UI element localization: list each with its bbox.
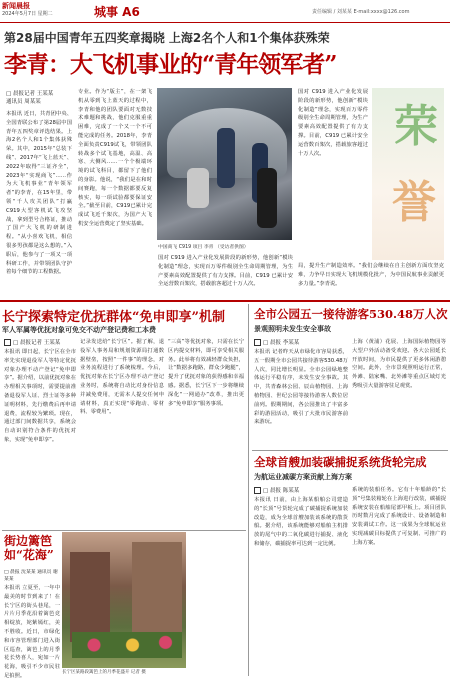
lead-photo: [157, 88, 292, 240]
story-ship-column-1: 本报讯 日前，由上海某船舶公司建造的“长顶”号货轮完成了碳捕捉系统加装改造，成为全球首艘加装该系统的散货船。据介绍，该系统能够对船舶主机排放的尾气中的二氧化碳进行捕捉、液化和储存，碳捕捉率可达到一定比例。: [254, 497, 348, 547]
byline-text: □ 晨报记者 王某某: [13, 340, 61, 346]
masthead: [0, 0, 450, 23]
story-ship-subtitle: 为航运业减碳方案贡献上海方案: [254, 473, 352, 481]
story-ship-column-2: 系统的装船任务。它有十年船龄的“长顶”号集装箱轮在上海进行改装，碳捕捉系统安装在船舶尾部甲板上。项目团队历时数月完成了系统设计、设备制造和安装调试工作。这一成果为全球航运业实现减碳目标提供了可复制、可推广的上海方案。: [352, 487, 446, 546]
lead-column-3b: 国对 C919 进入产业化发展阶段的新形势，他创新“模块化制造”理念，实现百万零件级别全生命周期管理，为生产要素高效配置提供了有力支撑。目前，C919 已累计安全运营数百架次，搭载旅客超过十万人次。: [158, 255, 293, 288]
story-parks-subtitle: 景观照明未发生安全事故: [254, 325, 331, 333]
lead-column-2: 专业。作为“版主”，在一架飞机从零到飞上蓝天的过程中，李青和他的团队要面对无数技术难题和挑战，他们克服重重困难，完成了一个又一个不可能完成的任务。2018年，李青全面负责C919试飞，带领团队转战多个试飞基地，高温、高寒、大侧风……一个个极端环境的试飞科目，都留下了他们的身影。他说，“我们是在和时间赛跑，每一个数据都要反复核实，每一项试验都要保证安全。”截至目前，C919已累计完成试飞近千架次，为国产大飞机安全运营奠定了坚实基础。: [78, 89, 152, 227]
lead-photo-caption: 中国商飞 C919 项目 李青 （受访者供图）: [158, 245, 249, 250]
story-parks-title: 全市公园五一接待游客530.48万人次: [254, 307, 448, 321]
story-changning-subtitle: 军人军属等优抚对象可免交不动产登记费和工本费: [2, 326, 156, 334]
byline-text: □ 晨报 李某某: [263, 340, 300, 346]
byline-box-icon: [254, 339, 261, 346]
story-changning-byline: [4, 338, 60, 346]
figure-shape: [257, 168, 277, 228]
story-ship-byline: [254, 486, 299, 494]
building-shape: [132, 542, 182, 637]
byline-text: □ 晨报 陈某某: [263, 488, 300, 494]
column-divider: [248, 304, 249, 676]
lead-kicker: 第28届中国青年五四奖章揭晓 上海2名个人和1个集体获殊荣: [4, 31, 330, 45]
lead-column-4: 局，提升生产制造效率。“我们会继续在自主创新方面攻坚克难，力争早日实现大飞机规模化批产，为中国民航事业贡献更多力量。”李青说。: [298, 263, 444, 287]
story-changning-column-3: “三高”等优抚对象，只需在长宁区内提交材料，即可享受相关服务。此举将有效减轻群众负担，让“数据多跑路，群众少跑腿”，提升了优抚对象的获得感和幸福感。据悉，长宁区下一步将继续深化“一网通办”改革，推出更多“免申即享”服务事项。: [168, 339, 244, 407]
honor-decoration: [372, 88, 444, 260]
section-label: 城事 A6: [94, 5, 140, 19]
feature-column-1: 本报讯 立夏至，一年中最美的时节到来了！在长宁区的街头巷尾，一片片月季花沿着篱笆竞相绽放，姹紫嫣红，美不胜收。近日，市绿化和市容管理部门进入街区巡查，篱笆上的月季花长势喜人，宛如一片花海，吸引不少市民驻足拍照。: [4, 585, 60, 679]
honor-char-2: 誉: [392, 177, 436, 228]
honor-char-1: 荣: [394, 101, 438, 152]
story-parks-column-2: 上海（黄浦）花展、上海国际植物园等大型户外活动备受欢迎。各大公园延长开放时间，为市民提供了更多休闲游憩空间。此外，全市景观照明运行正常，外滩、陆家嘴、北外滩等重点区域灯光秀吸引大量游客驻足观赏。: [352, 339, 446, 389]
story-parks-byline: [254, 338, 299, 346]
feature-byline: □ 晨报 沈某某 通讯员 谢某某: [4, 570, 58, 582]
feature-photo: [62, 532, 186, 668]
byline-box-icon: [4, 339, 11, 346]
feature-photo-caption: 长宁区某路段篱笆上的月季花盛开 记者 摄: [62, 670, 146, 675]
byline-box-icon: [254, 487, 261, 494]
lead-column-3: 国对 C919 进入产业化发展阶段的新形势，他创新“模块化制造”理念，实现百万零件级别全生命周期管理，为生产要素高效配置提供了有力支撑。目前，C919 已累计安全运营数百架次，搭载旅客超过十万人次。: [298, 89, 368, 157]
story-changning-column-2: 记录发送给“长宁区”。据了解，退役军人事务局和规划资源局打通数据壁垒，按照“一件事”的理念，对业务流程进行了系统梳理。今后，优抚对象在长宁区办理不动产登记业务时，系统将自动比对身份信息并减免费用，无需本人提交任何申请材料，真正实现“零跑动、零材料、零费用”。: [80, 339, 164, 416]
lead-column-1: 本报讯 近日，共青团中央、全国青联公布了第28届中国青年五四奖章评选结果。上海2名个人和1个集体获殊荣。其中，2015年“总装下线”、2017年“飞上蓝天”、2022年取得“三证齐全”，2023年“实现商飞”……作为大飞机事业“青年领军者”的李青，在15年里，带领“千人攻关团队”打赢C919大型客机试飞攻坚战，拿到型号合格证，推动了国产大飞机的研制进程。“从小喜欢飞机，相信很多男孩都是这么想的。”入职后，他参与了一项又一项科研工作，并带领团队守护着每个细节的工程数据。: [6, 111, 72, 276]
lead-title: 李青：大飞机事业的“青年领军者”: [4, 51, 337, 78]
issue-date: 2024年5月7日 星期二: [2, 11, 53, 17]
flower-fence-shape: [72, 632, 182, 658]
building-shape: [70, 552, 110, 642]
story-parks-column-1: 本报讯 记者昨天从市绿化市容局获悉，五一假期全市公园共接待游客530.48万人次，同比增长明显。全市公园绿地整体运行平稳有序，未发生安全事故。其中，共青森林公园、辰山植物园、上海植物园、世纪公园等接待游客人数位居前列。假期期间，各公园推出了丰富多彩的游园活动，吸引了大批市民游客前来游玩。: [254, 349, 348, 426]
feature-title: 街边篱笆如“花海”: [4, 534, 54, 562]
section-divider: [0, 300, 450, 302]
figure-shape: [217, 128, 235, 188]
story-divider: [2, 530, 246, 531]
story-changning-title: 长宁探索特定优抚群体“免申即享”机制: [2, 310, 225, 325]
paper-name: 新闻晨报: [2, 2, 30, 10]
figure-shape: [187, 168, 209, 208]
lead-byline: □ 晨报记者 王某某 通讯员 周某某: [6, 91, 54, 105]
story-changning-column-1: 本报讯 即日起，长宁区在全市率先实现退役军人等特定优抚对象办理不动产登记“免申即享”。据介绍，以前优抚对象在办理相关事项时，需要提前准备退役军人证、烈士证等多种证明材料，先行缴费后再申请退费，流程较为繁琐。现在，通过部门间数据共享，系统会自动识别符合条件的优抚对象，实现“免申即享”。: [4, 349, 76, 443]
story-divider: [252, 450, 448, 451]
story-ship-title: 全球首艘加装碳捕捉系统货轮完成: [254, 455, 427, 469]
editor-line: 责任编辑 / 刘某某 E-mail:xxxx@126.com: [312, 9, 410, 15]
